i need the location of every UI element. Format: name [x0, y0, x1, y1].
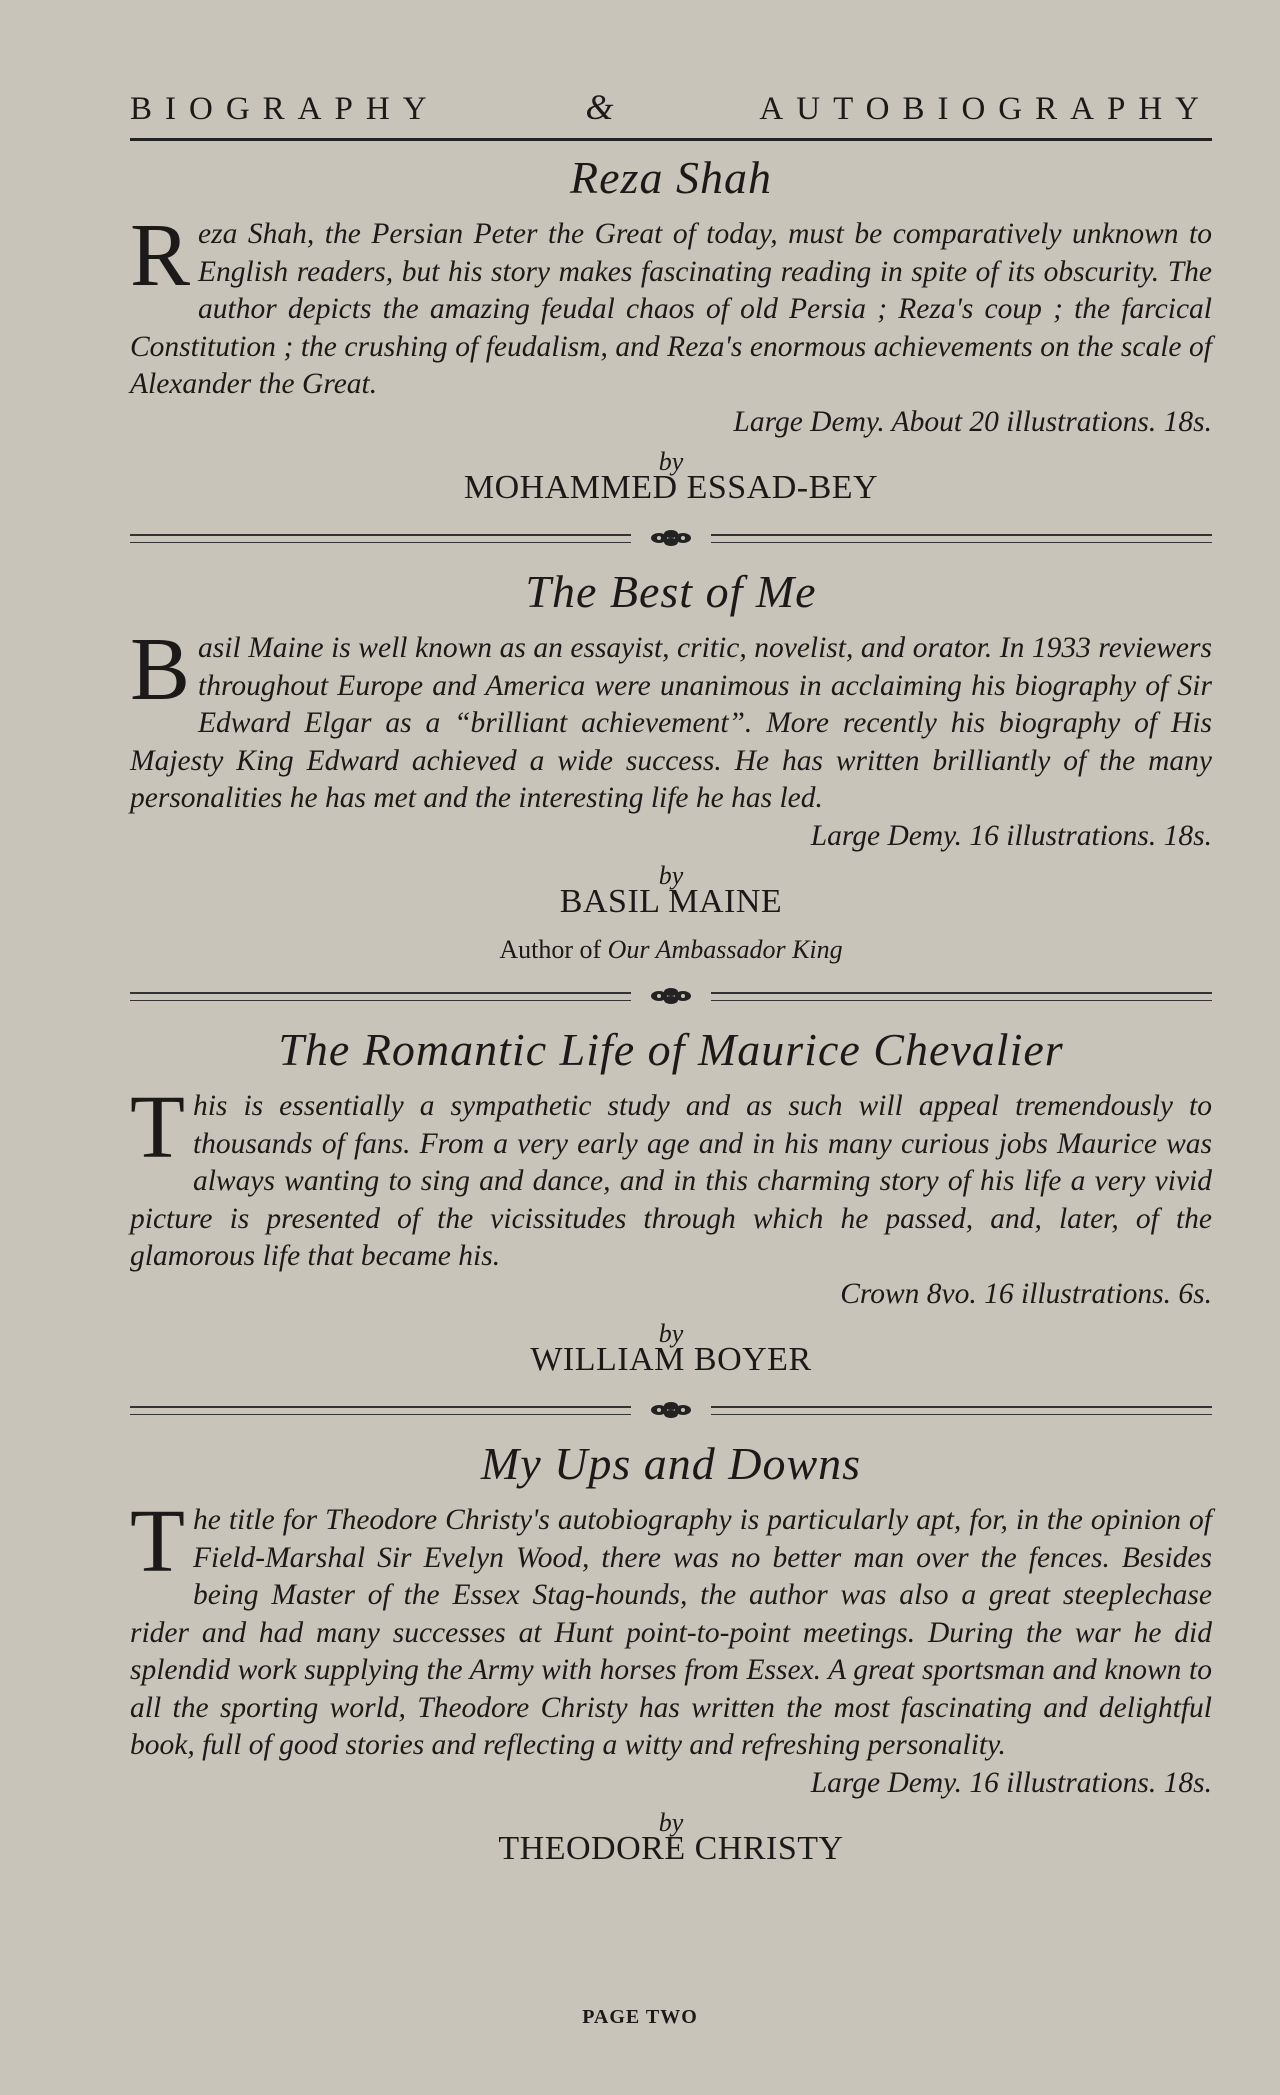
- divider-line-left: [130, 992, 631, 1001]
- book-title: My Ups and Downs: [480, 1438, 862, 1489]
- author-note-title: Our Ambassador King: [607, 935, 843, 964]
- blurb-text: eza Shah, the Persian Peter the Great of today, must be comparatively unknown to English readers, but his story makes fascinating reading in spite of its obscurity. The author depicts the amazing feudal chaos of old Persia ; Reza's coup ; the farcical Constitution ; the crushing of feudalism, and Reza's enormous achievements on the scale of Alexander the Great.: [130, 218, 1212, 400]
- author-note-prefix: Author of: [499, 935, 602, 964]
- running-head-right: AUTOBIOGRAPHY: [759, 91, 1212, 127]
- drop-cap: B: [130, 620, 191, 719]
- section-divider: [130, 529, 1212, 547]
- book-entry-my-ups-and-downs: [130, 1437, 1212, 1868]
- book-blurb: [130, 1078, 1212, 1276]
- divider-line-left: [130, 1406, 631, 1415]
- book-title: Reza Shah: [570, 152, 772, 203]
- by-label: by: [658, 447, 684, 476]
- by-label: by: [658, 861, 684, 890]
- book-title: The Romantic Life of Maurice Chevalier: [278, 1024, 1064, 1075]
- running-head: [130, 86, 1212, 128]
- blurb-text: his is essentially a sympathetic study and as such will appeal tremendously to thousands of fans. From a very early age and in his many curious jobs Maurice was always wanting to sing and dance, and in this charming story of his life a very vivid picture is presented of the vicissitudes through which he passed, and, later, of the glamorous life that became his.: [130, 1090, 1212, 1272]
- running-head-ampersand: &: [585, 87, 614, 127]
- author-note: [130, 935, 1212, 965]
- divider-line-right: [711, 534, 1212, 543]
- book-title: The Best of Me: [525, 566, 817, 617]
- blurb-text: asil Maine is well known as an essayist, critic, novelist, and orator. In 1933 reviewers throughout Europe and America were unanimous in acclaiming his biography of Sir Edward Elgar as a “brilliant achievement”. More recently his biography of His Majesty King Edward achieved a wide success. He has written brilliantly of the many personalities he has met and the interesting life he has led.: [130, 632, 1212, 814]
- divider-line-right: [711, 1406, 1212, 1415]
- section-divider: [130, 987, 1212, 1005]
- book-spec: Crown 8vo. 16 illustrations. 6s.: [840, 1277, 1212, 1310]
- book-author: BASIL MAINE: [559, 883, 783, 920]
- ornament-icon: [631, 1401, 711, 1419]
- book-entry-maurice-chevalier: [130, 1023, 1212, 1379]
- book-spec: Large Demy. 16 illustrations. 18s.: [810, 1766, 1212, 1799]
- drop-cap: R: [130, 206, 191, 305]
- by-label: by: [658, 1319, 684, 1348]
- divider-line-left: [130, 534, 631, 543]
- book-entry-reza-shah: [130, 151, 1212, 507]
- book-author: MOHAMMED ESSAD-BEY: [463, 469, 879, 506]
- book-spec: Large Demy. About 20 illustrations. 18s.: [733, 405, 1212, 438]
- book-blurb: [130, 206, 1212, 404]
- book-author: WILLIAM BOYER: [530, 1341, 812, 1378]
- divider-line-right: [711, 992, 1212, 1001]
- ornament-icon: [631, 529, 711, 547]
- drop-cap: T: [130, 1078, 185, 1177]
- running-head-left: BIOGRAPHY: [130, 91, 440, 127]
- by-label: by: [658, 1808, 684, 1837]
- blurb-text: he title for Theodore Christy's autobiography is particularly apt, for, in the opinion of Field-Marshal Sir Evelyn Wood, there was no better man over the fences. Besides being Master of the Essex Stag-hounds, the author was also a great steeplechase rider and had many successes at Hunt point-to-point meetings. During the war he did splendid work supplying the Army with horses from Essex. A great sportsman and known to all the sporting world, Theodore Christy has written the most fascinating and delightful book, full of good stories and reflecting a witty and refreshing personality.: [130, 1504, 1212, 1761]
- drop-cap: T: [130, 1492, 185, 1591]
- page-number: PAGE TWO: [582, 2006, 698, 2028]
- section-divider: [130, 1401, 1212, 1419]
- ornament-icon: [631, 987, 711, 1005]
- book-entry-best-of-me: [130, 565, 1212, 965]
- book-blurb: [130, 620, 1212, 818]
- book-author: THEODORE CHRISTY: [498, 1830, 844, 1867]
- header-rule: [130, 138, 1212, 141]
- book-spec: Large Demy. 16 illustrations. 18s.: [810, 819, 1212, 852]
- book-blurb: [130, 1492, 1212, 1765]
